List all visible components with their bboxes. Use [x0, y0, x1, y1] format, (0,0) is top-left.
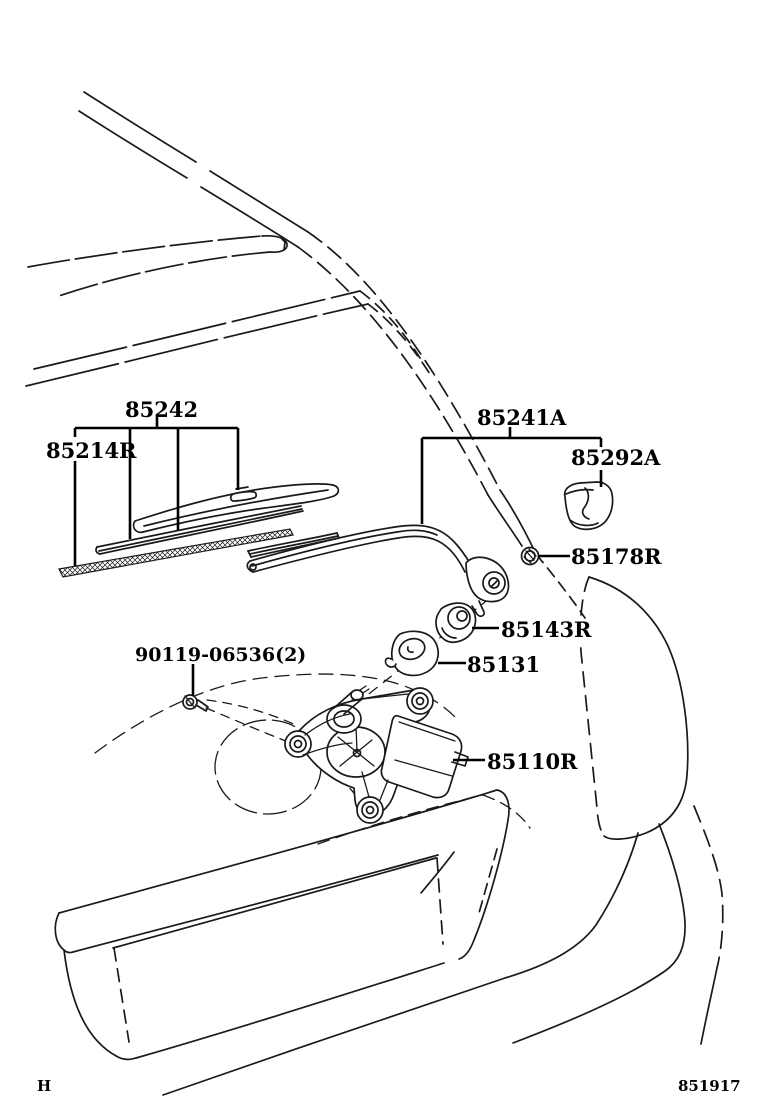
footer-right-code: 851917 [678, 1077, 741, 1095]
part-label-mounting-bolt: 90119-06536(2) [135, 644, 307, 666]
footer [37, 1077, 741, 1095]
part-label-pivot-cap: 85131 [467, 652, 541, 677]
mounting-bolt-90119 [183, 695, 208, 711]
footer-left-code: H [37, 1077, 52, 1095]
part-label-wiper-arm: 85241A [477, 405, 567, 430]
part-label-arm-head-cover: 85292A [571, 445, 661, 470]
label-masks [43, 437, 584, 641]
arm-head-cover-85292A [565, 482, 613, 529]
pivot-grommet-85143R [436, 603, 475, 642]
tailgate-garnish [55, 790, 509, 1059]
pivot-nut-85178R [522, 548, 539, 565]
wiper-motor-85110R [285, 686, 468, 823]
wiper-arm-85241A [247, 525, 508, 616]
part-label-blade-rubber: 85214R [46, 438, 137, 463]
part-label-blade-assembly: 85242 [125, 397, 199, 422]
part-label-pivot-grommet: 85143R [501, 617, 592, 642]
part-label-wiper-motor: 85110R [487, 749, 578, 774]
pivot-cap-85131 [385, 631, 438, 675]
part-label-pivot-nut: 85178R [571, 544, 662, 569]
